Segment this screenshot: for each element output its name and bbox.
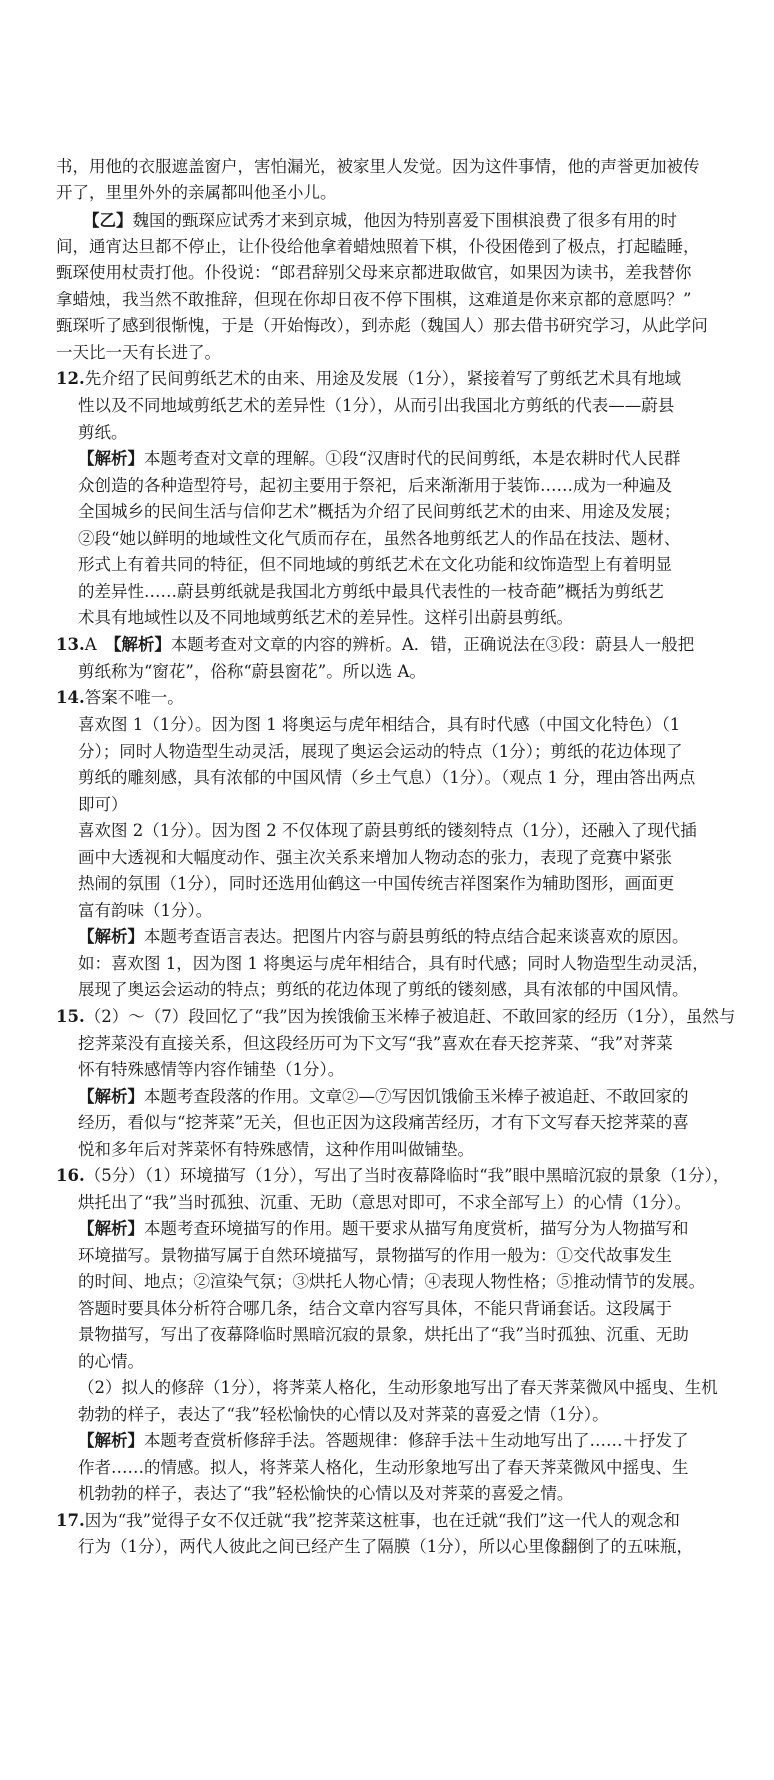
line-text: 答案不唯一。: [84, 688, 184, 707]
line-text: 魏国的甄琛应试秀才来到京城，他因为特别喜爱下围棋浪费了很多有用的时: [132, 211, 677, 230]
line-text: 本题考查对文章的理解。①段“汉唐时代的民间剪纸，本是农耕时代人民群: [144, 449, 681, 468]
line-text: 全国城乡的民间生活与信仰艺术”概括为介绍了民间剪纸艺术的由来、用途及发展；: [78, 502, 681, 521]
text-line: [56, 235, 756, 258]
line-text: 甄琛使用杖责打他。仆役说：“郎君辞别父母来京都进取做官，如果因为读书，差我替你: [56, 263, 692, 282]
line-text: 的心情。: [78, 1352, 144, 1371]
line-text: 勃勃的样子，表达了“我”轻松愉快的心情以及对荠菜的喜爱之情（1分）。: [78, 1405, 609, 1424]
section-tag: 【解析】: [113, 635, 171, 654]
line-text: 怀有特殊感情等内容作铺垫（1分）。: [78, 1060, 345, 1079]
text-line: [78, 952, 756, 975]
text-line: [56, 1005, 756, 1028]
line-text: 形式上有着共同的特征，但不同地域的剪纸艺术在文化功能和纹饰造型上有着明显: [78, 555, 672, 574]
line-text: 作者……的情感。拟人，将荠菜人格化，生动形象地写出了春天荠菜微风中摇曳、生: [78, 1458, 689, 1477]
section-tag: 【解析】: [78, 449, 144, 468]
text-line: [83, 209, 774, 232]
text-line: [78, 606, 756, 629]
line-text: 经历，看似与“挖荠菜”无关，但也正因为这段痛苦经历，才有下文写春天挖荠菜的喜: [78, 1113, 689, 1132]
text-line: [78, 740, 756, 763]
text-line: [78, 819, 756, 842]
text-line: [56, 261, 756, 284]
text-line: [78, 1244, 756, 1267]
text-line: [78, 580, 756, 603]
text-line: [56, 155, 756, 178]
text-line: [78, 421, 756, 444]
question-number: 14.: [56, 688, 85, 707]
text-line: [78, 500, 756, 523]
text-line: [78, 899, 756, 922]
line-text: 分）；同时人物造型生动灵活，展现了奥运会运动的特点（1分）；剪纸的花边体现了: [78, 742, 683, 761]
line-text: 景物描写，写出了夜幕降临时黑暗沉寂的景象，烘托出了“我”当时孤独、沉重、无助: [78, 1325, 689, 1344]
section-tag: 【解析】: [78, 1219, 144, 1238]
line-text: 机勃勃的样子，表达了“我”轻松愉快的心情以及对荠菜的喜爱之情。: [78, 1484, 574, 1503]
line-text: （5分）（1）环境描写（1分），写出了当时夜幕降临时“我”眼中黑暗沉寂的景象（1分），: [84, 1166, 730, 1185]
text-line: [78, 447, 756, 470]
line-text: 富有韵味（1分）。: [78, 901, 213, 920]
line-text: 先介绍了民间剪纸艺术的由来、用途及发展（1分），紧接着写了剪纸艺术具有地域: [84, 369, 681, 388]
line-text: 术具有地域性以及不同地域剪纸艺术的差异性。这样引出蔚县剪纸。: [78, 608, 573, 627]
line-text: （2）～（7）段回忆了“我”因为挨饿偷玉米棒子被追赶、不敢回家的经历（1分），虽然与: [84, 1007, 736, 1026]
text-line: [78, 1297, 756, 1320]
line-text: 本题考查语言表达。把图片内容与蔚县剪纸的特点结合起来谈喜欢的原因。: [144, 927, 689, 946]
line-text: 环境描写。景物描写属于自然环境描写，景物描写的作用一般为：①交代故事发生: [78, 1246, 672, 1265]
text-line: [56, 686, 756, 709]
text-line: [78, 1403, 756, 1426]
text-line: [78, 1535, 756, 1558]
line-text: 即可）: [78, 795, 128, 814]
text-line: [78, 1191, 756, 1214]
text-line: [78, 1032, 756, 1055]
question-number: 13.: [56, 635, 85, 654]
text-line: [78, 394, 756, 417]
text-line: [56, 1509, 756, 1532]
text-line: [78, 1482, 756, 1505]
line-text: 拿蜡烛，我当然不敢推辞，但现在你却日夜不停下围棋，这难道是你来京都的意愿吗？”: [56, 290, 692, 309]
line-text: 本题考查对文章的内容的辨析。A．错，正确说法在③段：蔚县人一般把: [170, 635, 695, 654]
line-text: （2）拟人的修辞（1分），将荠菜人格化，生动形象地写出了春天荠菜微风中摇曳、生机: [78, 1378, 718, 1397]
text-line: [78, 1058, 756, 1081]
text-line: [78, 978, 756, 1001]
line-text: 剪纸称为“窗花”，俗称“蔚县窗花”。所以选 A。: [78, 662, 426, 681]
question-number: 17.: [56, 1511, 85, 1530]
line-text: 甄琛听了感到很惭愧，于是（开始悔改），到赤彪（魏国人）那去借书研究学习，从此学问: [56, 316, 708, 335]
line-text: 喜欢图 2（1分）。因为图 2 不仅体现了蔚县剪纸的镂刻特点（1分），还融入了现代插: [78, 821, 697, 840]
line-text: 热闹的氛围（1分），同时还选用仙鹤这一中国传统吉祥图案作为辅助图形，画面更: [78, 874, 675, 893]
text-line: [78, 1138, 756, 1161]
line-text: 行为（1分），两代人彼此之间已经产生了隔膜（1分），所以心里像翻倒了的五味瓶，: [78, 1537, 693, 1556]
text-line: [78, 1456, 756, 1479]
line-text: 书，用他的衣服遮盖窗户，害怕漏光，被家里人发觉。因为这件事情，他的声誉更加被传: [56, 157, 700, 176]
text-line: [78, 1217, 756, 1240]
text-line: [78, 1429, 756, 1452]
line-text: 挖荠菜没有直接关系，但这段经历可为下文写“我”喜欢在春天挖荠菜、“我”对荠菜: [78, 1034, 673, 1053]
text-line: [78, 793, 756, 816]
text-line: [78, 527, 756, 550]
line-text: 展现了奥运会运动的特点；剪纸的花边体现了剪纸的镂刻感，具有浓郁的中国风情。: [78, 980, 689, 999]
line-text: 本题考查环境描写的作用。题干要求从描写角度赏析，描写分为人物描写和: [144, 1219, 689, 1238]
line-text: 本题考查段落的作用。文章②—⑦写因饥饿偷玉米棒子被追赶、不敢回家的: [144, 1087, 689, 1106]
text-line: [56, 288, 756, 311]
section-tag: 【解析】: [78, 1087, 144, 1106]
text-line: [78, 766, 756, 789]
line-text: 的时间、地点；②渲染气氛；③烘托人物心情；④表现人物性格；⑤推动情节的发展。: [78, 1272, 705, 1291]
line-text: 一天比一天有长进了。: [56, 343, 221, 362]
line-text: 众创造的各种造型符号，起初主要用于祭祀，后来渐渐用于装饰……成为一种遍及: [78, 476, 672, 495]
text-line: [78, 872, 756, 895]
text-line: [78, 1111, 756, 1134]
question-number: 12.: [56, 369, 85, 388]
line-text: 答题时要具体分析符合哪几条，结合文章内容写具体，不能只背诵套话。这段属于: [78, 1299, 672, 1318]
text-line: [78, 1350, 756, 1373]
line-text: A: [84, 635, 114, 654]
text-line: [56, 633, 756, 656]
text-line: [78, 1270, 756, 1293]
line-text: 悦和多年后对荠菜怀有特殊感情，这种作用叫做铺垫。: [78, 1140, 474, 1159]
line-text: 剪纸的雕刻感，具有浓郁的中国风情（乡土气息）（1分）。（观点 1 分，理由答出两点: [78, 768, 696, 787]
text-line: [56, 314, 756, 337]
line-text: 画中大透视和大幅度动作、强主次关系来增加人物动态的张力，表现了竞赛中紧张: [78, 848, 672, 867]
section-tag: 【解析】: [78, 1431, 144, 1450]
text-line: [78, 660, 756, 683]
text-line: [78, 925, 756, 948]
text-line: [78, 846, 756, 869]
text-line: [78, 1085, 756, 1108]
line-text: 喜欢图 1（1分）。因为图 1 将奥运与虎年相结合，具有时代感（中国文化特色）（1: [78, 715, 681, 734]
text-line: [78, 1323, 756, 1346]
line-text: 开了，里里外外的亲属都叫他圣小儿。: [56, 183, 337, 202]
text-line: [78, 474, 756, 497]
text-line: [78, 553, 756, 576]
line-text: 如：喜欢图 1，因为图 1 将奥运与虎年相结合，具有时代感；同时人物造型生动灵活，: [78, 954, 709, 973]
line-text: 间，通宵达旦都不停止，让仆役给他拿着蜡烛照着下棋，仆役困倦到了极点，打起瞌睡，: [56, 237, 700, 256]
section-tag: 【解析】: [78, 927, 144, 946]
text-line: [56, 181, 756, 204]
question-number: 15.: [56, 1007, 85, 1026]
line-text: 的差异性……蔚县剪纸就是我国北方剪纸中最具代表性的一枝奇葩”概括为剪纸艺: [78, 582, 664, 601]
text-line: [78, 713, 756, 736]
line-text: 剪纸。: [78, 423, 128, 442]
question-number: 16.: [56, 1166, 85, 1185]
line-text: 烘托出了“我”当时孤独、沉重、无助（意思对即可，不求全部写上）的心情（1分）。: [78, 1193, 692, 1212]
section-tag: 【乙】: [83, 211, 133, 230]
text-line: [56, 367, 756, 390]
text-line: [56, 1164, 756, 1187]
line-text: 因为“我”觉得子女不仅迁就“我”挖荠菜这桩事，也在迁就“我们”这一代人的观念和: [84, 1511, 680, 1530]
line-text: 本题考查赏析修辞手法。答题规律：修辞手法＋生动地写出了……＋抒发了: [144, 1431, 689, 1450]
text-line: [56, 341, 756, 364]
line-text: 性以及不同地域剪纸艺术的差异性（1分），从而引出我国北方剪纸的代表——蔚县: [78, 396, 675, 415]
line-text: ②段“她以鲜明的地域性文化气质而存在，虽然各地剪纸艺人的作品在技法、题材、: [78, 529, 681, 548]
text-line: [78, 1376, 756, 1399]
